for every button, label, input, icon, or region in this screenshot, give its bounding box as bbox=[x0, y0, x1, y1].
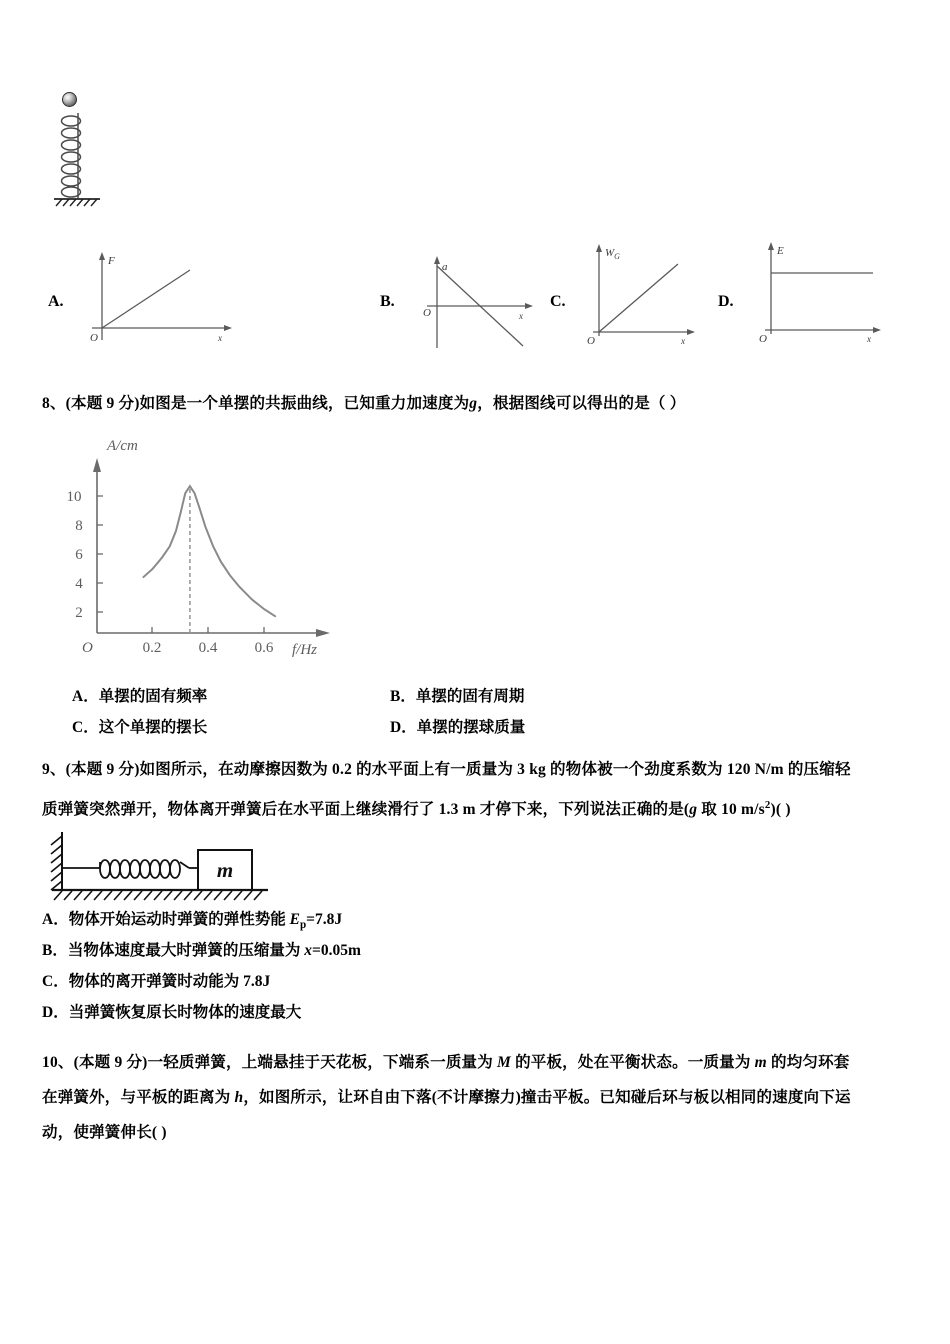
question-9-line-1 bbox=[42, 760, 851, 780]
option-b-letter: B． bbox=[390, 688, 416, 705]
option-b-text: 单摆的固有周期 bbox=[415, 688, 525, 705]
q9-option-a-value: =7.8J bbox=[306, 911, 343, 928]
q9-option-b-text: 当物体速度最大时弹簧的压缩量为 bbox=[67, 942, 305, 959]
question-8-number: 8、 bbox=[42, 395, 66, 412]
graph-option-c-letter: C. bbox=[550, 293, 566, 310]
question-8-option-b bbox=[390, 687, 524, 707]
graph-c-y-label: $W_G$ bbox=[605, 247, 620, 261]
q10-symbol-M: M bbox=[497, 1054, 511, 1071]
chart-xtick-02: 0.2 bbox=[142, 640, 162, 656]
graph-d-y-label: E bbox=[777, 245, 784, 257]
chart-x-axis-label: f/Hz bbox=[292, 642, 318, 658]
question-10-line-3 bbox=[42, 1123, 167, 1143]
graph-option-a bbox=[88, 248, 238, 348]
q10-line3: 动，使弹簧伸长( ) bbox=[42, 1124, 167, 1141]
question-8-option-c bbox=[72, 718, 207, 738]
q10-line2-b: ，如图所示，让环自由下落(不计摩擦力)撞击平板。已知碰后环与板以相同的速度向下运 bbox=[243, 1089, 851, 1106]
option-d-text: 单摆的摆球质量 bbox=[416, 719, 526, 736]
q9-option-a-sub: p bbox=[299, 919, 307, 932]
q9-option-d-text: 当弹簧恢复原长时物体的速度最大 bbox=[68, 1004, 302, 1021]
graph-a-y-label: F bbox=[108, 255, 115, 267]
chart-xtick-06: 0.6 bbox=[254, 640, 274, 656]
q9-option-a-symbol: E bbox=[289, 911, 300, 928]
question-9-line-2 bbox=[42, 795, 791, 820]
graph-option-a-letter: A. bbox=[48, 293, 64, 310]
q10-line2-a: 在弹簧外，与平板的距离为 bbox=[42, 1089, 235, 1106]
coil-spring-horizontal bbox=[100, 860, 180, 878]
option-a-text: 单摆的固有频率 bbox=[98, 688, 208, 705]
q9-option-b-value: =0.05m bbox=[311, 942, 361, 959]
q10-symbol-h: h bbox=[234, 1089, 244, 1106]
question-10-line-2 bbox=[42, 1088, 851, 1108]
question-9-line1-text: (本题 9 分)如图所示，在动摩擦因数为 0.2 的水平面上有一质量为 3 kg 的物体被一个劲度系数为 120 N/m 的压缩轻 bbox=[65, 761, 851, 778]
graph-option-b bbox=[415, 248, 555, 353]
chart-ytick-6: 6 bbox=[75, 547, 83, 563]
q10-line1-b: 的平板，处在平衡状态。一质量为 bbox=[511, 1054, 755, 1071]
question-9-line2-b: 取 10 m/s bbox=[697, 801, 765, 819]
graph-b-origin-label: O bbox=[423, 307, 431, 319]
graph-c-x-label: x bbox=[681, 336, 685, 346]
question-8-stem-tail: ，根据图线可以得出的是（ ） bbox=[477, 395, 686, 412]
question-8-option-d bbox=[390, 718, 525, 738]
question-10-number: 10、 bbox=[42, 1054, 74, 1071]
graph-option-b-letter: B. bbox=[380, 293, 395, 310]
option-d-letter: D． bbox=[390, 719, 417, 736]
chart-y-axis-label: A/cm bbox=[107, 438, 138, 454]
q9-option-a-letter: A． bbox=[42, 911, 69, 928]
chart-ytick-10: 10 bbox=[66, 489, 82, 505]
graph-option-d bbox=[755, 236, 895, 345]
question-9-line2-symbol: g bbox=[689, 801, 698, 819]
question-9-option-b bbox=[42, 941, 361, 961]
option-a-letter: A． bbox=[72, 688, 99, 705]
q9-option-a-text: 物体开始运动时弹簧的弹性势能 bbox=[68, 911, 290, 928]
question-8-stem bbox=[42, 394, 685, 414]
q10-symbol-m: m bbox=[754, 1054, 767, 1071]
chart-ytick-8: 8 bbox=[75, 518, 83, 534]
question-8-stem-text: (本题 9 分)如图是一个单摆的共振曲线，已知重力加速度为 bbox=[65, 395, 470, 412]
q9-option-c-letter: C． bbox=[42, 973, 69, 990]
q9-option-c-text: 物体的离开弹簧时动能为 7.8J bbox=[68, 973, 271, 990]
q9-option-d-letter: D． bbox=[42, 1004, 69, 1021]
vertical-spring-figure bbox=[52, 92, 192, 207]
question-8-option-a bbox=[72, 687, 207, 707]
question-9-option-d bbox=[42, 1003, 301, 1023]
q10-line1-c: 的均匀环套 bbox=[766, 1054, 850, 1071]
graph-b-x-label: x bbox=[519, 311, 523, 321]
graph-c-origin-label: O bbox=[587, 335, 595, 347]
q9-option-b-letter: B． bbox=[42, 942, 68, 959]
graph-a-x-label: x bbox=[218, 333, 222, 343]
chart-ytick-4: 4 bbox=[75, 576, 83, 592]
graph-d-origin-label: O bbox=[759, 333, 767, 345]
chart-ytick-2: 2 bbox=[75, 605, 83, 621]
question-8-stem-symbol: g bbox=[469, 395, 478, 412]
horizontal-spring-block-figure bbox=[44, 832, 284, 904]
graph-option-c bbox=[585, 238, 715, 347]
graph-b-y-label: a bbox=[442, 261, 448, 273]
q10-line1-a: (本题 9 分)一轻质弹簧，上端悬挂于天花板，下端系一质量为 bbox=[73, 1054, 498, 1071]
chart-xtick-04: 0.4 bbox=[198, 640, 218, 656]
option-c-letter: C． bbox=[72, 719, 99, 736]
resonance-curve-path bbox=[143, 486, 275, 616]
block-mass-label: m bbox=[216, 858, 234, 882]
question-9-option-a bbox=[42, 910, 342, 935]
question-9-line2-c: )( ) bbox=[770, 801, 791, 819]
question-10-line-1 bbox=[42, 1053, 850, 1073]
graph-option-d-letter: D. bbox=[718, 293, 734, 310]
graph-d-x-label: x bbox=[867, 334, 871, 344]
question-9-line2-a: 质弹簧突然弹开，物体离开弹簧后在水平面上继续滑行了 1.3 m 才停下来，下列说法正确的是( bbox=[42, 801, 690, 819]
resonance-curve-chart bbox=[52, 428, 352, 658]
chart-origin-label: O bbox=[82, 640, 93, 656]
question-9-line2-sup: 2 bbox=[764, 799, 771, 811]
question-9-number: 9、 bbox=[42, 761, 66, 778]
q9-option-b-symbol: x bbox=[304, 942, 312, 959]
question-9-option-c bbox=[42, 972, 270, 992]
option-c-text: 这个单摆的摆长 bbox=[98, 719, 208, 736]
graph-a-origin-label: O bbox=[90, 332, 98, 344]
